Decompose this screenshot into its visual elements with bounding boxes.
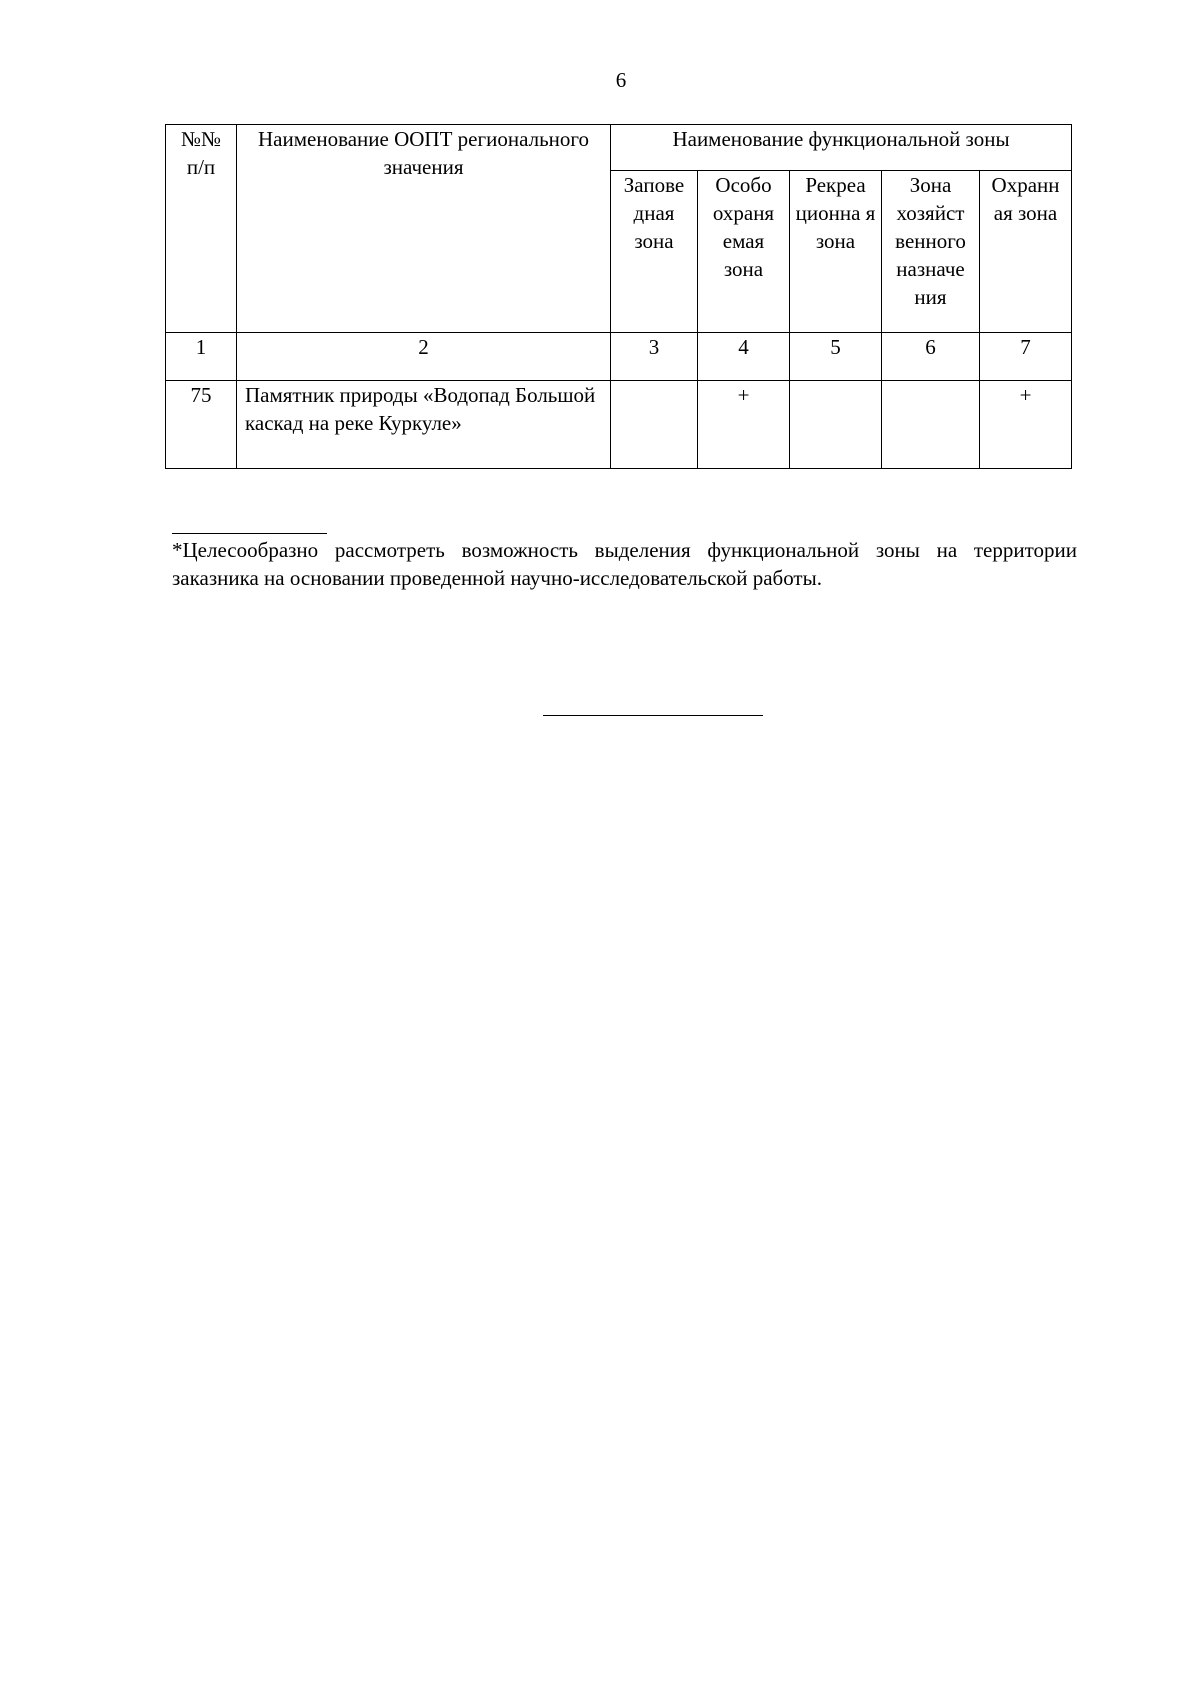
end-of-document-rule (543, 715, 763, 716)
zone-mark-reserved (611, 381, 698, 469)
zone-mark-buffer: + (980, 381, 1072, 469)
page-number: 6 (615, 68, 627, 92)
zones-table (165, 124, 1072, 469)
footnote-text: *Целесообразно рассмотреть возможность выделения функциональной зоны на территории заказника на основании проведенной научно-исследовательской работы. (172, 538, 1077, 590)
header-zone-economic: Зона хозяйст венного назначе ния (882, 171, 980, 333)
header-zone-special-protected: Особо охраня емая зона (698, 171, 790, 333)
zone-mark-recreational (790, 381, 882, 469)
row-number: 75 (166, 381, 237, 469)
header-row-main (166, 125, 1072, 171)
column-number: 1 (166, 333, 237, 381)
header-name-col: Наименование ООПТ регионального значения (237, 125, 611, 333)
header-zone-buffer: Охранн ая зона (980, 171, 1072, 333)
header-num-col: №№ п/п (166, 125, 237, 333)
zone-mark-economic (882, 381, 980, 469)
header-zone-group: Наименование функциональной зоны (611, 125, 1072, 171)
column-number: 2 (237, 333, 611, 381)
footnote-separator (172, 533, 327, 534)
column-number: 5 (790, 333, 882, 381)
column-number: 6 (882, 333, 980, 381)
row-name: Памятник природы «Водопад Большой каскад на реке Куркуле» (237, 381, 611, 469)
column-number-row (166, 333, 1072, 381)
column-number: 3 (611, 333, 698, 381)
table-row (166, 381, 1072, 469)
zone-mark-special-protected: + (698, 381, 790, 469)
column-number: 7 (980, 333, 1072, 381)
header-zone-reserved: Запове дная зона (611, 171, 698, 333)
column-number: 4 (698, 333, 790, 381)
header-zone-recreational: Рекреа ционна я зона (790, 171, 882, 333)
